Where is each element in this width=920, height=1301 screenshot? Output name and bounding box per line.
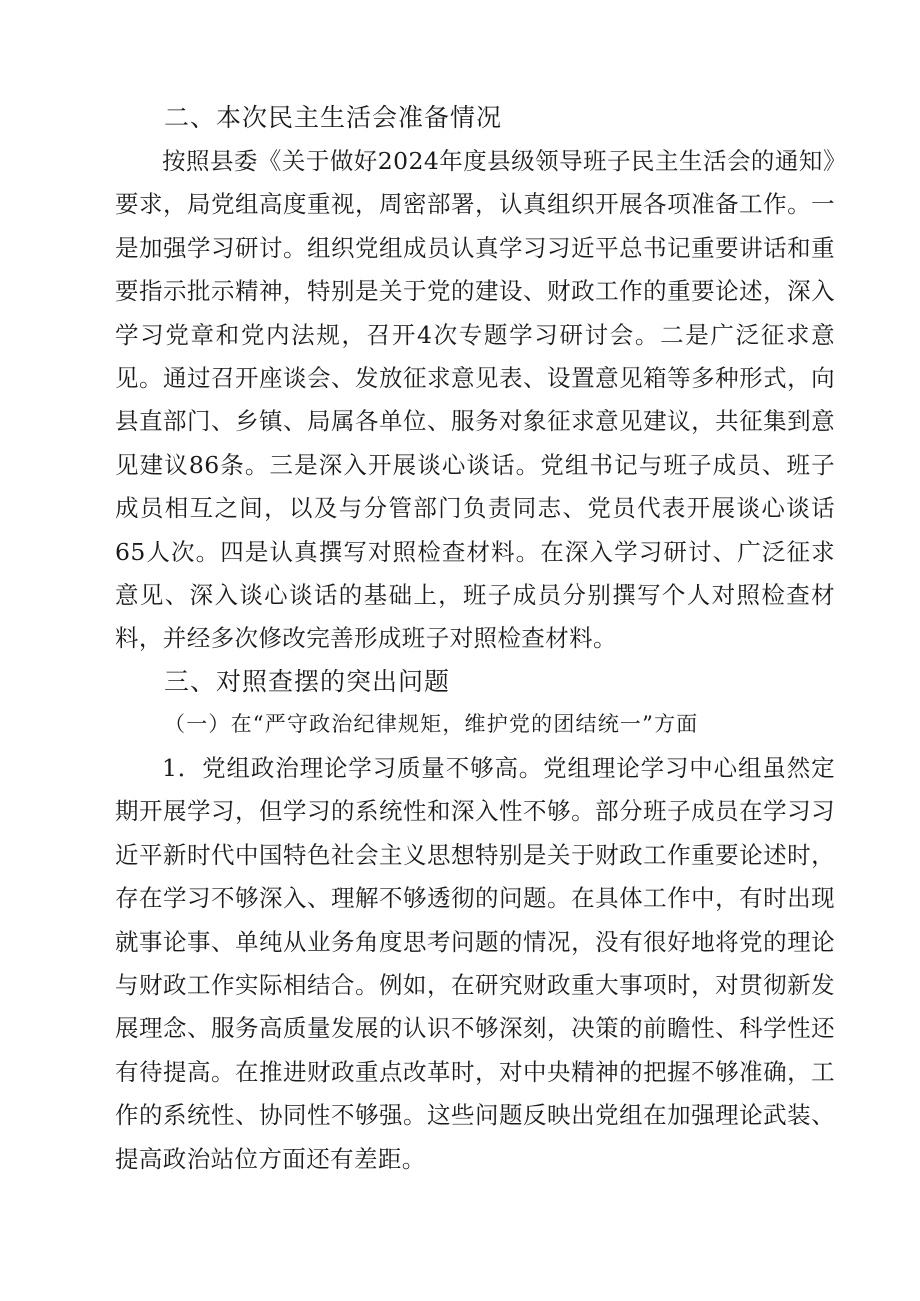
section-heading-preparation: 二、本次民主生活会准备情况: [164, 103, 503, 132]
paragraph-preparation: 按照县委《关于做好2024年度县级领导班子民主生活会的通知》要求，局党组高度重视，周密部署，认真组织开展各项准备工作。一是加强学习研讨。组织党组成员认真学习习近平总书记重要讲话和重要指示批示精神，特别是关于党的建设、财政工作的重要论述，深入学习党章和党内法规，召开4次专题学习研讨会。二是广泛征求意见。通过召开座谈会、发放征求意见表、设置意见箱等多种形式，向县直部门、乡镇、局属各单位、服务对象征求意见建议，共征集到意见建议86条。三是深入开展谈心谈话。党组书记与班子成员、班子成员相互之间，以及与分管部门负责同志、党员代表开展谈心谈话65人次。四是认真撰写对照检查材料。在深入学习研讨、广泛征求意见、深入谈心谈话的基础上，班子成员分别撰写个人对照检查材料，并经多次修改完善形成班子对照检查材料。: [115, 147, 835, 653]
paragraph-theory-study: 1．党组政治理论学习质量不够高。党组理论学习中心组虽然定期开展学习，但学习的系统性和深入性不够。部分班子成员在学习习近平新时代中国特色社会主义思想特别是关于财政工作重要论述时，存在学习不够深入、理解不够透彻的问题。在具体工作中，有时出现就事论事、单纯从业务角度思考问题的情况，没有很好地将党的理论与财政工作实际相结合。例如，在研究财政重大事项时，对贯彻新发展理念、服务高质量发展的认识不够深刻，决策的前瞻性、科学性还有待提高。在推进财政重点改革时，对中央精神的把握不够准确，工作的系统性、协同性不够强。这些问题反映出党组在加强理论武装、提高政治站位方面还有差距。: [115, 754, 835, 1173]
section-heading-problems: 三、对照查摆的突出问题: [164, 667, 451, 696]
subsection-heading-political-discipline: （一）在“严守政治纪律规矩，维护党的团结统一”方面: [164, 712, 699, 736]
